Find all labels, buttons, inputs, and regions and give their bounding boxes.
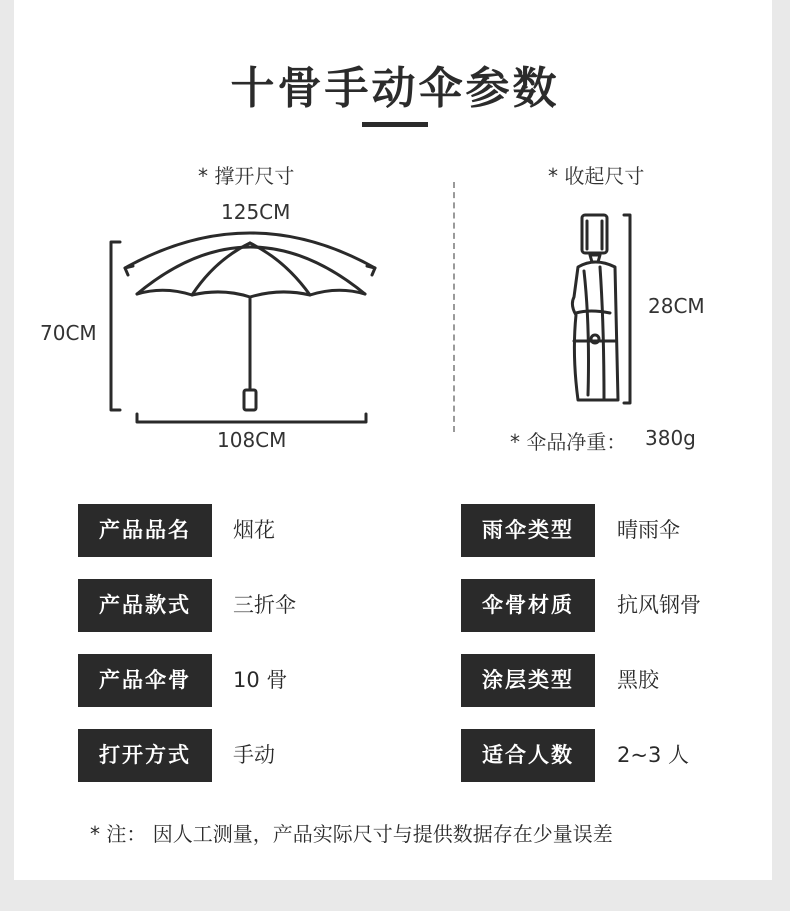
open-umbrella-illustration [100,220,390,430]
open-base-label: 108CM [217,428,287,452]
open-height-label: 70CM [40,321,97,345]
spec-value-capacity: 2~3 人 [617,743,689,767]
spec-value-umbrella-type: 晴雨伞 [617,518,680,542]
spec-value-rib-material: 抗风钢骨 [617,593,701,617]
spec-label-rib-material: 伞骨材质 [461,579,595,632]
closed-umbrella-illustration [560,205,650,410]
spec-label-open-method: 打开方式 [78,729,212,782]
title-underline [362,122,428,127]
spec-label-umbrella-type: 雨伞类型 [461,504,595,557]
section-divider [453,182,455,432]
open-size-label: * 撑开尺寸 [198,164,295,188]
spec-label-style: 产品款式 [78,579,212,632]
closed-length-label: 28CM [648,294,705,318]
spec-label-product-name: 产品品名 [78,504,212,557]
open-width-label: 125CM [221,200,291,224]
spec-value-coating: 黑胶 [617,668,659,692]
closed-size-label: * 收起尺寸 [548,164,645,188]
spec-label-capacity: 适合人数 [461,729,595,782]
page-title: 十骨手动伞参数 [230,63,560,114]
spec-value-product-name: 烟花 [233,518,275,542]
spec-label-coating: 涂层类型 [461,654,595,707]
measurement-note: * 注： 因人工测量，产品实际尺寸与提供数据存在少量误差 [90,822,613,846]
spec-value-ribs: 10 骨 [233,668,288,692]
spec-label-ribs: 产品伞骨 [78,654,212,707]
weight-value: 380g [645,426,696,450]
spec-value-open-method: 手动 [233,743,275,767]
spec-value-style: 三折伞 [233,593,296,617]
weight-label: * 伞品净重： [510,430,627,454]
